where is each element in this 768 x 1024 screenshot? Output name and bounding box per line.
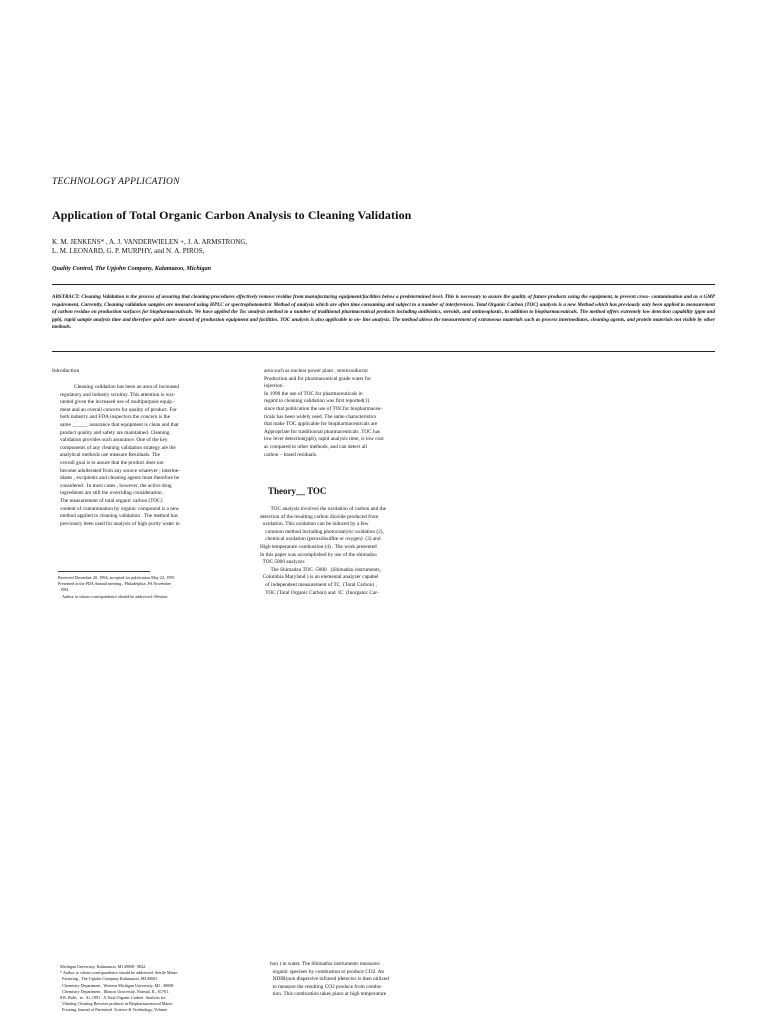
body-line: since that publication the use of TOCfor biopharmaceu-: [264, 405, 383, 412]
authors: [52, 238, 247, 256]
footnote-line: Chemistry Department , Illonois University, Normal, IL, 61761.: [60, 988, 170, 994]
body-line: chemical oxidation (peroxdisulfite or oxygen) (3) and: [260, 536, 381, 543]
body-line: same ______ assurance that equipment is clean and that: [60, 421, 179, 428]
body-line: Cleaning validation has been an area of increased: [74, 384, 179, 390]
body-line: components of any cleaning validation strategy are the: [60, 444, 176, 451]
footnote-line: $ R. Baffi, et. Al.,1991 . A Total Organic Carbon Analysis for: [60, 995, 166, 1001]
body-line: as compared to other methods, and can detect all: [264, 443, 368, 450]
footnote-line: Received December 20, 1994, accepted for publication May 22, 1995: [58, 575, 175, 580]
body-line: to measure the resulting CO2 produce from combu-: [270, 983, 383, 990]
body-line: ingredients are still the overriding consideration .: [60, 490, 165, 497]
body-line: validation provides such assurance. One of the key: [60, 437, 168, 444]
body-line: both industry and FDA inspectors the concern is the: [60, 414, 171, 421]
body-line: injection .: [264, 383, 286, 390]
body-line: tion. This combustion takes place at high temperature: [270, 991, 387, 998]
footnote-line: Fcturing Journal of Parenteral Science & Technology, Volume: [60, 1007, 168, 1013]
body-line: area such as nuclear power plant , semiconductor: [264, 368, 369, 374]
body-line: that make TOC applicable for biopharmaceuticals are: [264, 421, 378, 428]
authors-line-2: L. M. LEONARD, G. P. MURPHY, and N. A. PIROS,: [52, 247, 205, 255]
body-line: content of contamination by organic compound is a new: [60, 505, 180, 512]
footnote-line: Michigan University, Kalamazoo, MI 49008 -3842.: [60, 964, 147, 969]
body-line: In 1990 the use of TOC for pharmaceuticals in: [264, 390, 363, 397]
body-line: The Shimadzu TOC -5000 (Shimadzu instruments,: [260, 566, 381, 573]
body-line: method applied to cleaning validation . The method has: [60, 513, 178, 520]
affiliation: Quality Control, The Upjohn Company, Kalamazoo, Michigan: [52, 265, 212, 272]
footnote-line: Author to whom correspondence should be addressed: Western: [58, 593, 168, 599]
body-line: organic speciees by combustion to produce CO2. An: [270, 968, 385, 975]
footnote-line: Facturing , The Upjohn Company Kalamazoo, MI,49001.: [60, 976, 159, 982]
body-line: NDIR(non dispersive infrared )detector is then utilized: [270, 976, 389, 983]
body-line: TOC (Total Organic Carbon) and IC (Inorganic Car-: [260, 589, 379, 596]
article-title: Application of Total Organic Carbon Analysis to Cleaning Validation: [52, 208, 412, 222]
footnote-line: 1994: [58, 587, 69, 593]
body-line: analytical methods use measure Residuals. The: [60, 452, 160, 459]
body-line: In this paper was accomplished by use of the shimadzu: [260, 551, 377, 558]
right-column-theory: [260, 506, 464, 597]
footnote: [58, 575, 258, 600]
body-line: ranted given the increased use of multipurpose equip -: [60, 399, 176, 406]
bottom-left-footnotes: [60, 964, 260, 1014]
body-line: ticals has been widely used. The same characteristics: [264, 413, 377, 420]
body-line: low level detection(ppb), rapid analysis time, is low cost: [264, 436, 384, 443]
introduction-heading: Introduction: [52, 368, 80, 374]
theory-heading: Theory__ TOC: [268, 486, 327, 496]
abstract: ABSTRACT: Cleaning Validation is the process of assuring that cleaning procedures effectively remove residue from manufacturing equipment/facilities below a predetermined level. This is necessary to assure the quality of future products using the equipment, to prevent cross- contamination and as a GMP requirement. Currently, Cleaning validation samples are measured using HPLC or spectrophotometric Method of analysis which are often time consuming and subject to a number of interferences. Total Organic Carbon (TOC) analysis is a new Method which has previously only been applied to measurement of carbon residue on production surfaces for biopharmaceuticals. We have applied the Toc analysis method to a number of traditional pharmaceutical products including antibiotics, steroids, and antineoplastic, in addition to biopharmaceuticals. The method offers extremely low detection capability (ppm and ppb), rapid sample analysis time and therefore quick turn- around of production equipment and facilities. TOC analysis is also applicable to on- line analysis. The method allows the measurement of extraneous materials such as process intermediates, cleaning agents, and protein materials not visible by other methods.: [52, 294, 715, 331]
body-line: Appropriate for traditioonal pharmaceuticals .TOC has: [264, 428, 381, 435]
body-line: considered . In most cases , however, the active drug: [60, 482, 172, 489]
body-line: The measurement of total organic carbon (TOC): [60, 497, 163, 504]
body-line: diates , excipients and cleaning agents must therefore be: [60, 475, 180, 482]
body-line: common method including photocatalytic oxidation (2),: [260, 528, 384, 535]
authors-line-1: K. M. JENKENS* , A. J. VANDERWIELEN +, J. A. ARMSTRONG,: [52, 238, 248, 246]
body-line: ment and an overall concern for quality of product. For: [60, 406, 177, 413]
body-line: previously been used for analysis of high purity water in: [60, 520, 180, 527]
bottom-divider: [52, 351, 715, 352]
body-line: product quality and safety are maintained. Cleaning: [60, 429, 170, 436]
right-column-top: [264, 368, 464, 459]
body-line: TOC analysis involves the oxidation of carbon and the: [260, 506, 387, 512]
body-line: overall goal is to assure that the product does not: [60, 459, 164, 466]
left-column: [60, 384, 258, 528]
body-line: regulatory and industry scrutiny. This attention is war-: [60, 391, 176, 398]
body-line: regard to cleaning validation was first reported(1).: [264, 398, 371, 405]
body-line: High temperature combustion (4) . The work presented: [260, 543, 377, 550]
body-line: Production and for pharmaceutical grade water for: [264, 375, 372, 382]
top-divider: [52, 284, 715, 285]
footnote-line: Presented at the PDA Annual meeting , Philadelphia, PA November: [58, 581, 172, 587]
body-line: TOC 5000 analyzer.: [260, 559, 306, 566]
footnote-divider: [58, 571, 150, 572]
body-line: Columbia Maryland ) is an elemental analyzer capabel: [260, 574, 379, 581]
body-line: detection of the resulting carbon dioxide produced from: [260, 513, 379, 520]
body-line: carbon – based residuals.: [264, 451, 318, 458]
body-line: oxidation. This oxidation can be induced by a few: [260, 521, 369, 528]
body-line: become adulterated from any source whatever ; interme-: [60, 467, 180, 474]
footnote-line: Vidating Cleaning Between products in Biopharmaceutical Manu-: [60, 1001, 173, 1007]
body-line: of independent measurement of TC (Total Carbon) ,: [260, 581, 377, 588]
section-label: TECHNOLOGY APPLICATION: [52, 177, 180, 187]
body-line: bon ) in water. The Shimadzu instruments measures: [270, 961, 380, 967]
bottom-right-column: [270, 961, 470, 999]
footnote-line: Chemistry Department , Western Michigan University, MI , 49008: [60, 982, 174, 988]
footnote-line: * Author to whom correspondence should be addressed: Sterile Manu-: [60, 970, 179, 976]
